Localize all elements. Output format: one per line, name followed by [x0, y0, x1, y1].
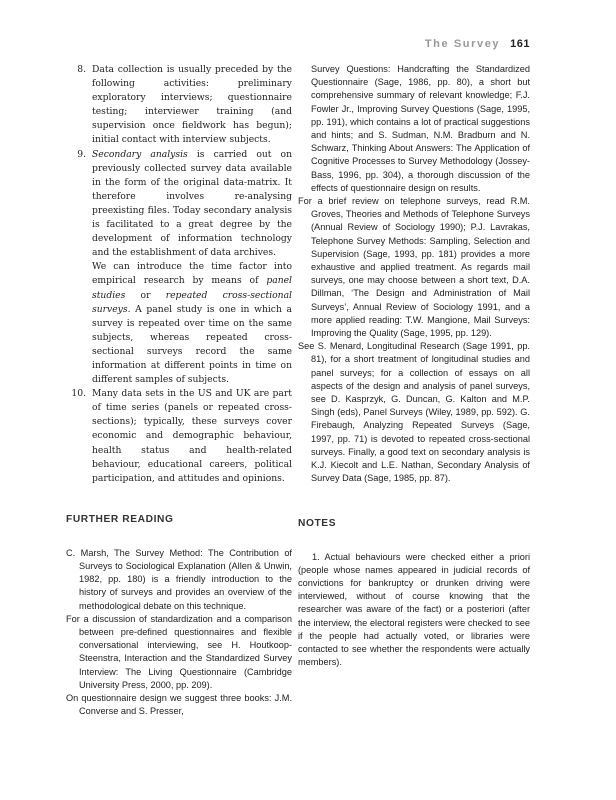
numbered-note [66, 63, 292, 148]
note-paragraph: Secondary analysis is carried out on previously collected survey data available in the form of the original data-matrix. It therefore involves re-analysing preexisting files. Today secondary analysis is facilitated to a great degree by the development of information technology and the establishment of data archives. [92, 148, 292, 259]
further-reading-heading: FURTHER READING [66, 513, 174, 525]
numbered-note [66, 387, 292, 486]
reading-entry [66, 692, 292, 718]
reading-entry: See S. Menard, Longitudinal Research (Sage 1991, pp. 81), for a short treatment of longitudinal studies and panel surveys; for a collection of essays on all aspects of the design and analysis of panel surveys, see D. Kasprzyk, G. Duncan, G. Kalton and M.P. Singh (eds), Panel Surveys (Wiley, 1989, pp. 592). G. Firebaugh, Analyzing Repeated Surveys (Sage, 1997, pp. 71) is devoted to repeated cross-sectional surveys. Finally, a good text on secondary analysis is K.J. Kiecolt and L.E. Nathan, Secondary Analysis of Survey Data (Sage, 1985, pp. 87). [298, 341, 530, 484]
numbered-note [66, 148, 292, 388]
numbered-notes-list [66, 63, 292, 486]
note-number: 9. [77, 148, 86, 160]
reading-entry: C. Marsh, The Survey Method: The Contribution of Surveys to Sociological Explanation (Allen & Unwin, 1982, pp. 180) is a friendly introduction to the history of surveys and provides an overview of the methodological debate on this technique. [66, 547, 292, 611]
reading-entry: For a brief review on telephone surveys, read R.M. Groves, Theories and Methods of Telephone Surveys (Annual Review of Sociology 1990); P.J. Lavrakas, Telephone Survey Methods: Sampling, Selection and Supervision (Sage, 1993, pp. 181) provides a more exhaustive and applied treatment. As regards mail surveys, one may choose between a short text, D.A. Dillman, ‘The Design and Administration of Mail Surveys’, Annual Review of Sociology 1991, and a more applied reading: T.W. Mangione, Mail Surveys: Improving the Quality (Sage, 1995, pp. 129). [298, 196, 530, 339]
note-paragraph: Many data sets in the US and UK are part of time series (panels or repeated cross-sections); typically, these surveys cover economic and demographic behaviour, health status and health-related behaviour, educational careers, political participation, and attitudes and opinions. [92, 388, 292, 484]
reading-entry-part-right: Survey Questions: Handcrafting the Standardized Questionnaire (Sage, 1986, pp. 80), a short but comprehensive summary of relevant knowledge; F.J. Fowler Jr., Improving Survey Questions (Sage, 1995, pp. 191), which contains a lot of practical suggestions and hints; and S. Sudman, N.M. Bradburn and N. Schwarz, Thinking About Answers: The Application of Cognitive Processes to Survey Methodology (Jossey-Bass, 1996, pp. 304), a thorough discussion of the effects of questionnaire design on results. [311, 64, 530, 193]
left-column [66, 63, 292, 718]
reading-entry-part-left: On questionnaire design we suggest three books: J.M. Converse and S. Presser, [66, 693, 292, 717]
note-paragraph: We can introduce the time factor into empirical research by means of panel studies or repeated cross-sectional surveys. A panel study is one in which a survey is repeated over time on the same subjects, whereas repeated cross-sectional surveys record the same information at different points in time on different samples of subjects. [92, 261, 292, 386]
right-column [298, 63, 530, 669]
notes-heading: NOTES [298, 517, 337, 529]
running-title: The Survey [424, 38, 501, 50]
reading-entry: For a discussion of standardization and a comparison between pre-defined questionnaires and flexible conversational interviewing, see H. Houtkoop-Steenstra, Interaction and the Standardized Survey Interview: The Living Questionnaire (Cambridge University Press, 2000, pp. 209). [66, 613, 292, 690]
reading-entry-continued [298, 63, 530, 195]
page-number: 161 [510, 38, 530, 50]
note-number: 10. [71, 388, 86, 400]
note-item: 1. Actual behaviours were checked either a priori (people whose names appeared in judicial records of convictions for bankruptcy or drunken driving were interviewed, without of course knowing that the researcher was aware of the fact) or a posteriori (after the interview, the electoral registers were checked to see if the people had actually voted, or libraries were contacted to see whether the respondents were actually members). [298, 551, 530, 668]
further-reading-continued [298, 63, 530, 486]
further-reading-list [66, 547, 292, 719]
note-number: 8. [77, 64, 86, 75]
note-paragraph: Data collection is usually preceded by the following activities: preliminary exploratory interviews; questionnaire testing; interviewer training (and supervision once fieldwork has begun); initial contact with interview subjects. [92, 64, 292, 146]
running-header [425, 38, 530, 50]
